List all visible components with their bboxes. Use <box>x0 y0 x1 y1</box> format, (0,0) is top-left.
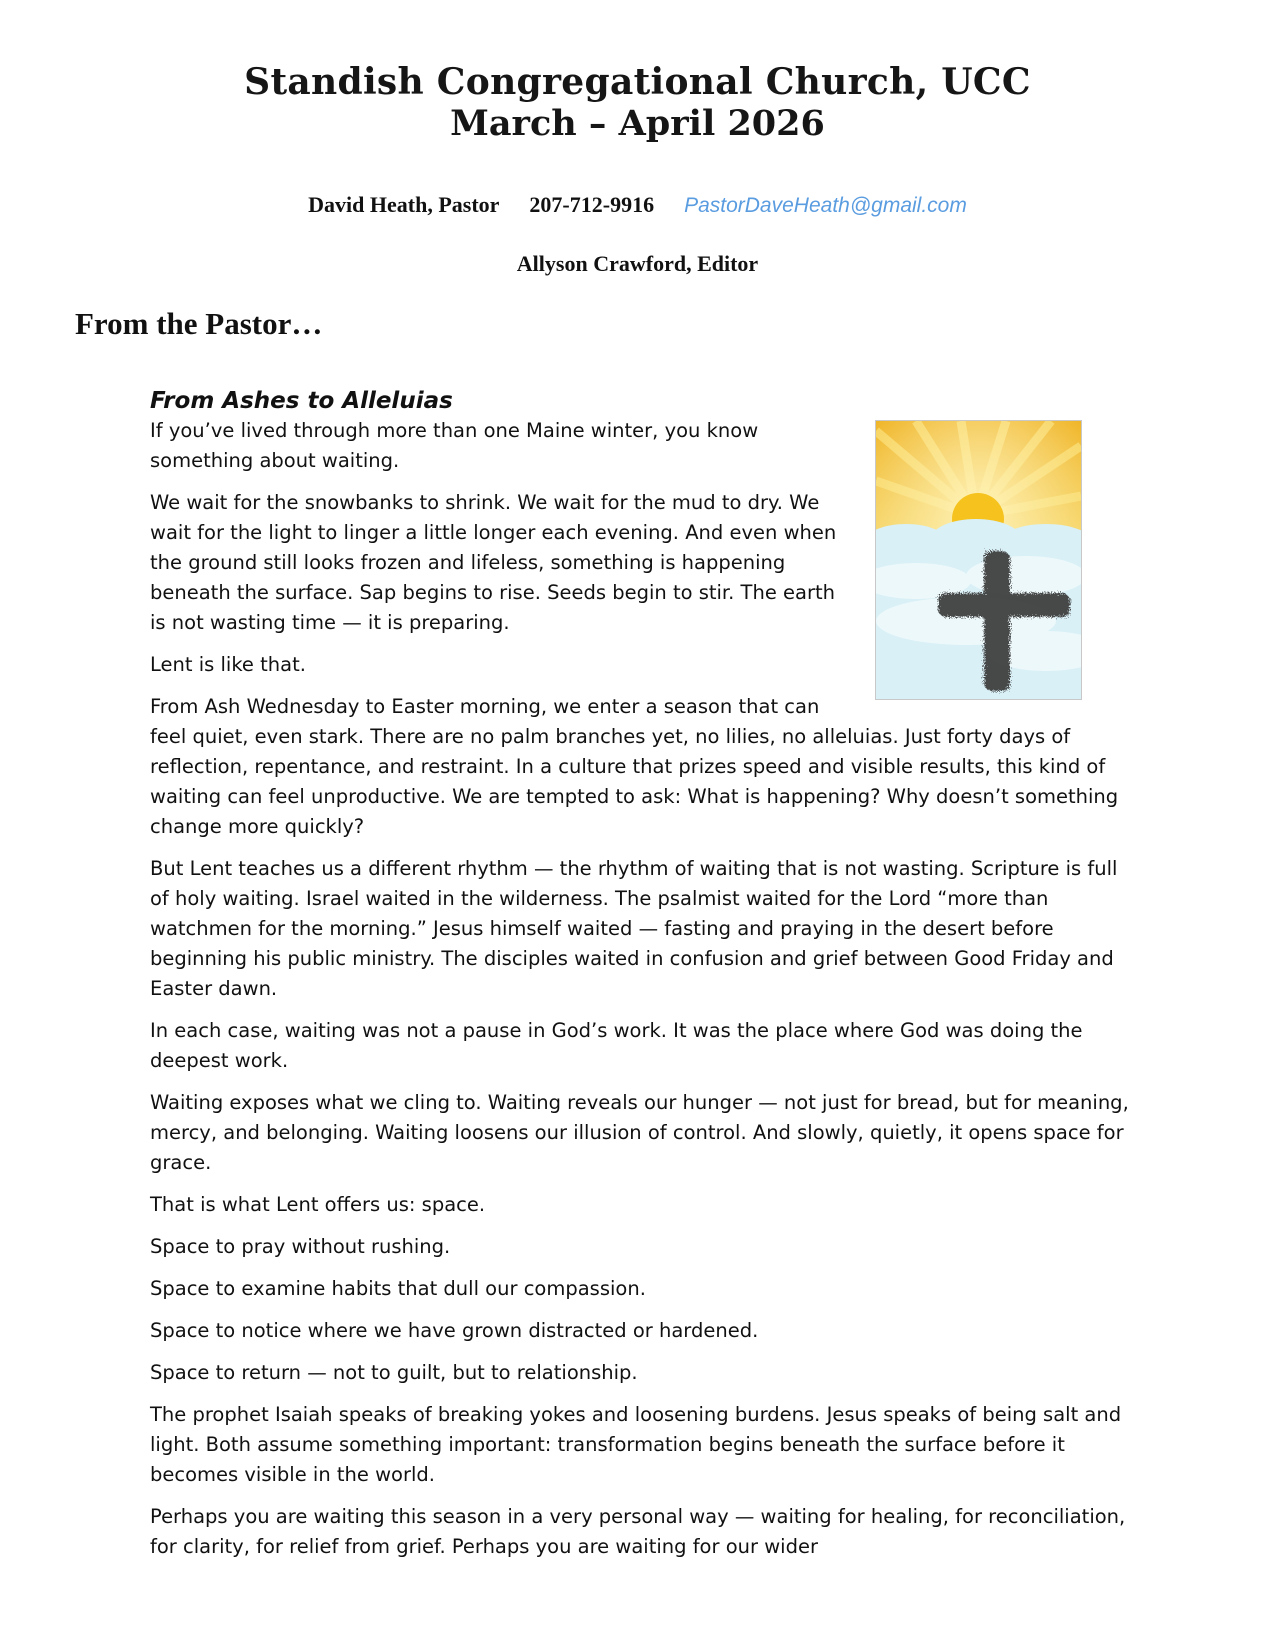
article-paragraph: The prophet Isaiah speaks of breaking yokes and loosening burdens. Jesus speaks of being salt and light. Both assume something important: transformation begins beneath the surface before it becomes visible in the world. <box>150 1403 1122 1486</box>
editor-credit: Allyson Crawford, Editor <box>516 251 759 276</box>
article-paragraph: Space to examine habits that dull our compassion. <box>150 1277 646 1300</box>
issue-date: March – April 2026 <box>450 103 825 144</box>
cross-sunrise-illustration <box>876 421 1081 699</box>
article-title: From Ashes to Alleluias <box>150 388 453 414</box>
article-paragraph: Waiting exposes what we cling to. Waiting reveals our hunger — not just for bread, but for meaning, mercy, and belonging. Waiting loosens our illusion of control. And slowly, quietly, it opens space for grace. <box>150 1091 1129 1174</box>
article-paragraph: Perhaps you are waiting this season in a very personal way — waiting for healing, for reconciliation, for clarity, for relief from grief. Perhaps you are waiting for our wider <box>150 1505 1126 1558</box>
article-paragraph: If you’ve lived through more than one Maine winter, you know something about waiting. <box>150 419 759 472</box>
article-paragraph: Space to pray without rushing. <box>150 1235 451 1258</box>
article-paragraph: In each case, waiting was not a pause in God’s work. It was the place where God was doing the deepest work. <box>150 1019 1083 1072</box>
pastor-phone: 207-712-9916 <box>529 192 655 217</box>
pastor-name: David Heath, Pastor <box>308 192 500 217</box>
church-name: Standish Congregational Church, UCC <box>244 61 1031 103</box>
article-paragraph: Space to return — not to guilt, but to relationship. <box>150 1361 638 1384</box>
article-paragraph: Space to notice where we have grown distracted or hardened. <box>150 1319 759 1342</box>
article <box>150 386 1130 1574</box>
article-paragraph: From Ash Wednesday to Easter morning, we enter a season that can feel quiet, even stark. There are no palm branches yet, no lilies, no alleluias. Just forty days of reflection, repentance, and restraint. In a culture that prizes speed and visible results, this kind of waiting can feel unproductive. We are tempted to ask: What is happening? Why doesn’t something change more quickly? <box>150 695 1119 838</box>
masthead <box>0 62 1275 144</box>
contact-line <box>0 192 1275 218</box>
article-paragraph: Lent is like that. <box>150 653 306 676</box>
pastor-email-link[interactable]: PastorDaveHeath@gmail.com <box>684 194 967 217</box>
article-paragraph: But Lent teaches us a different rhythm — the rhythm of waiting that is not wasting. Scripture is full of holy waiting. Israel waited in the wilderness. The psalmist waited for the Lord “more than watchmen for the morning.” Jesus himself waited — fasting and praying in the desert before beginning his public ministry. The disciples waited in confusion and grief between Good Friday and Easter dawn. <box>150 857 1118 1000</box>
article-paragraph: We wait for the snowbanks to shrink. We wait for the mud to dry. We wait for the light to linger a little longer each evening. And even when the ground still looks frozen and lifeless, something is happening beneath the surface. Sap begins to rise. Seeds begin to stir. The earth is not wasting time — it is preparing. <box>150 491 837 634</box>
section-heading: From the Pastor… <box>75 306 323 341</box>
cross-sunrise-image <box>875 420 1082 700</box>
article-paragraph: That is what Lent offers us: space. <box>150 1193 486 1216</box>
